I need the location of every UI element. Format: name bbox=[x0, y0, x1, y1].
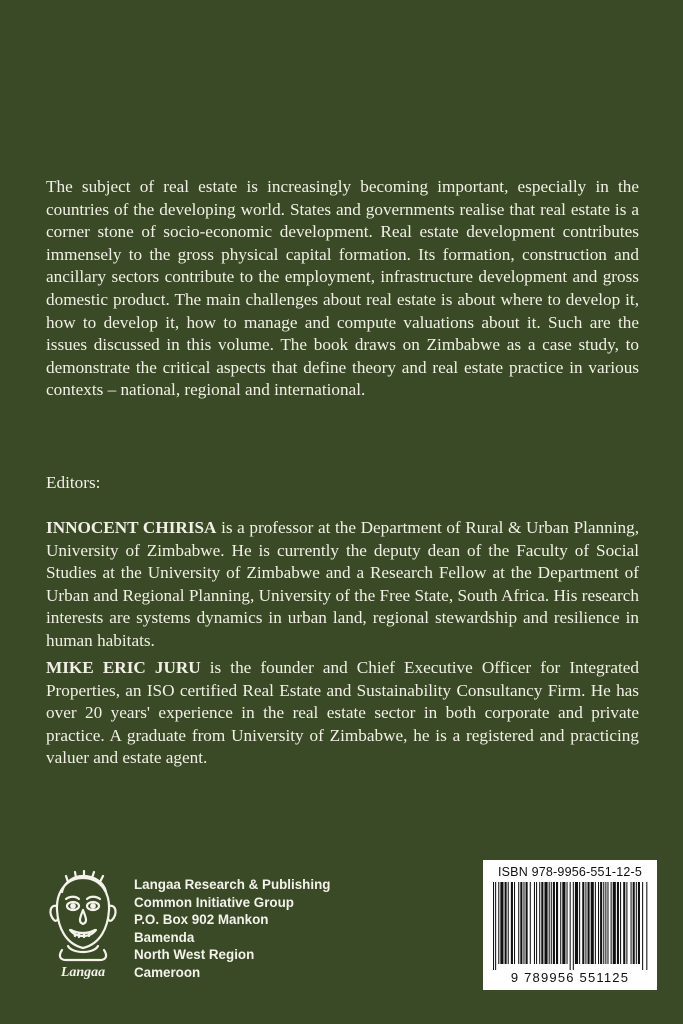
barcode-bar bbox=[570, 882, 571, 970]
barcode-bar bbox=[560, 882, 561, 964]
barcode-bar bbox=[520, 882, 522, 964]
barcode-bar bbox=[646, 882, 647, 970]
barcode-bar bbox=[526, 882, 528, 964]
barcode-bar bbox=[631, 882, 632, 964]
barcode-bar bbox=[605, 882, 606, 964]
barcode-bar bbox=[626, 882, 627, 964]
editor-bio bbox=[46, 517, 639, 653]
back-cover-blurb: The subject of real estate is increasingly becoming important, especially in the countries of the developing world. States and governments realise that real estate is a corner stone of socio-economic development. Real estate development contributes immensely to the gross physical capital formation. Its formation, construction and ancillary sectors contribute to the employment, infrastructure development and gross domestic product. The main challenges about real estate is about where to develop it, how to develop it, how to manage and compute valuations about it. Such are the issues discussed in this volume. The book draws on Zimbabwe as a case study, to demonstrate the critical aspects that define theory and real estate practice in various contexts – national, regional and international. bbox=[46, 177, 639, 400]
barcode-bar bbox=[591, 882, 594, 964]
barcode-bar bbox=[607, 882, 608, 964]
barcode-bars-icon bbox=[491, 882, 649, 970]
barcode-bar bbox=[544, 882, 547, 964]
editors-heading: Editors: bbox=[46, 473, 101, 492]
barcode-bar bbox=[633, 882, 635, 964]
barcode-bar bbox=[613, 882, 616, 964]
publisher-line: Langaa Research & Publishing bbox=[134, 877, 331, 892]
barcode-digits: 9 789956 551125 bbox=[510, 970, 630, 985]
barcode-bar bbox=[600, 882, 602, 964]
barcode-bar bbox=[582, 882, 584, 964]
editor-name: INNOCENT CHIRISA bbox=[46, 518, 217, 537]
barcode-bar bbox=[541, 882, 543, 964]
publisher-address bbox=[134, 876, 330, 982]
barcode-bar bbox=[511, 882, 513, 964]
editor-bio-text: is a professor at the Department of Rural & Urban Planning, University of Zimbabwe. He is currently the deputy dean of the Faculty of Social Studies at the University of Zimbabwe and a Research Fellow at the Department of Urban and Regional Planning, University of the Free State, South Africa. His research interests are systems dynamics in urban land, regional stewardship and resilience in human habitats. bbox=[46, 518, 639, 650]
barcode-bar bbox=[623, 882, 625, 964]
barcode-bar bbox=[514, 882, 515, 964]
barcode-bar bbox=[523, 882, 524, 964]
barcode-bar bbox=[539, 882, 540, 964]
editor-bio bbox=[46, 657, 639, 770]
barcode-bar bbox=[611, 882, 612, 964]
barcode-bar bbox=[636, 882, 637, 964]
publisher-line: P.O. Box 902 Mankon bbox=[134, 912, 269, 928]
barcode-bar bbox=[553, 882, 555, 964]
barcode-bar bbox=[575, 882, 578, 964]
barcode-bar bbox=[534, 882, 535, 964]
isbn-label: ISBN 978-9956-551-12-5 bbox=[497, 865, 643, 879]
barcode-bar bbox=[530, 882, 531, 964]
barcode-bar bbox=[595, 882, 596, 964]
langaa-logo-icon bbox=[44, 870, 122, 980]
barcode-bar bbox=[585, 882, 586, 964]
barcode-bar bbox=[498, 882, 499, 964]
barcode-bar bbox=[579, 882, 580, 964]
barcode-bar bbox=[518, 882, 519, 964]
barcode-bar bbox=[551, 882, 552, 964]
barcode-bar bbox=[508, 882, 509, 964]
logo-wordmark: Langaa bbox=[60, 965, 106, 980]
barcode-bar bbox=[567, 882, 568, 964]
publisher-line: Common Initiative Group bbox=[134, 894, 294, 910]
editor-bio-text: is the founder and Chief Executive Officer for Integrated Properties, an ISO certified Real Estate and Sustainability Consultancy Firm. He has over 20 years' experience in the real estate sector in both corporate and private practice. A graduate from University of Zimbabwe, he is a registered and practicing valuer and estate agent. bbox=[46, 658, 639, 768]
barcode-bar bbox=[495, 882, 496, 970]
publisher-line: Cameroon bbox=[134, 964, 201, 980]
barcode-bar bbox=[620, 882, 621, 964]
barcode-bar bbox=[642, 882, 643, 970]
barcode-bar bbox=[638, 882, 640, 964]
editor-name: MIKE ERIC JURU bbox=[46, 658, 201, 677]
publisher-line: North West Region bbox=[134, 947, 255, 963]
publisher-line: Bamenda bbox=[134, 929, 195, 945]
barcode-bar bbox=[598, 882, 599, 964]
barcode-bar bbox=[617, 882, 619, 964]
barcode-bar bbox=[505, 882, 507, 964]
barcode-bar bbox=[500, 882, 503, 964]
barcode-bar bbox=[588, 882, 590, 964]
barcode-bar bbox=[556, 882, 558, 964]
barcode-bar bbox=[493, 882, 494, 970]
isbn-barcode bbox=[483, 860, 657, 990]
barcode-bar bbox=[573, 882, 574, 970]
barcode-bar bbox=[549, 882, 550, 964]
barcode-bar bbox=[562, 882, 565, 964]
barcode-bar bbox=[603, 882, 604, 964]
barcode-bar bbox=[536, 882, 537, 964]
